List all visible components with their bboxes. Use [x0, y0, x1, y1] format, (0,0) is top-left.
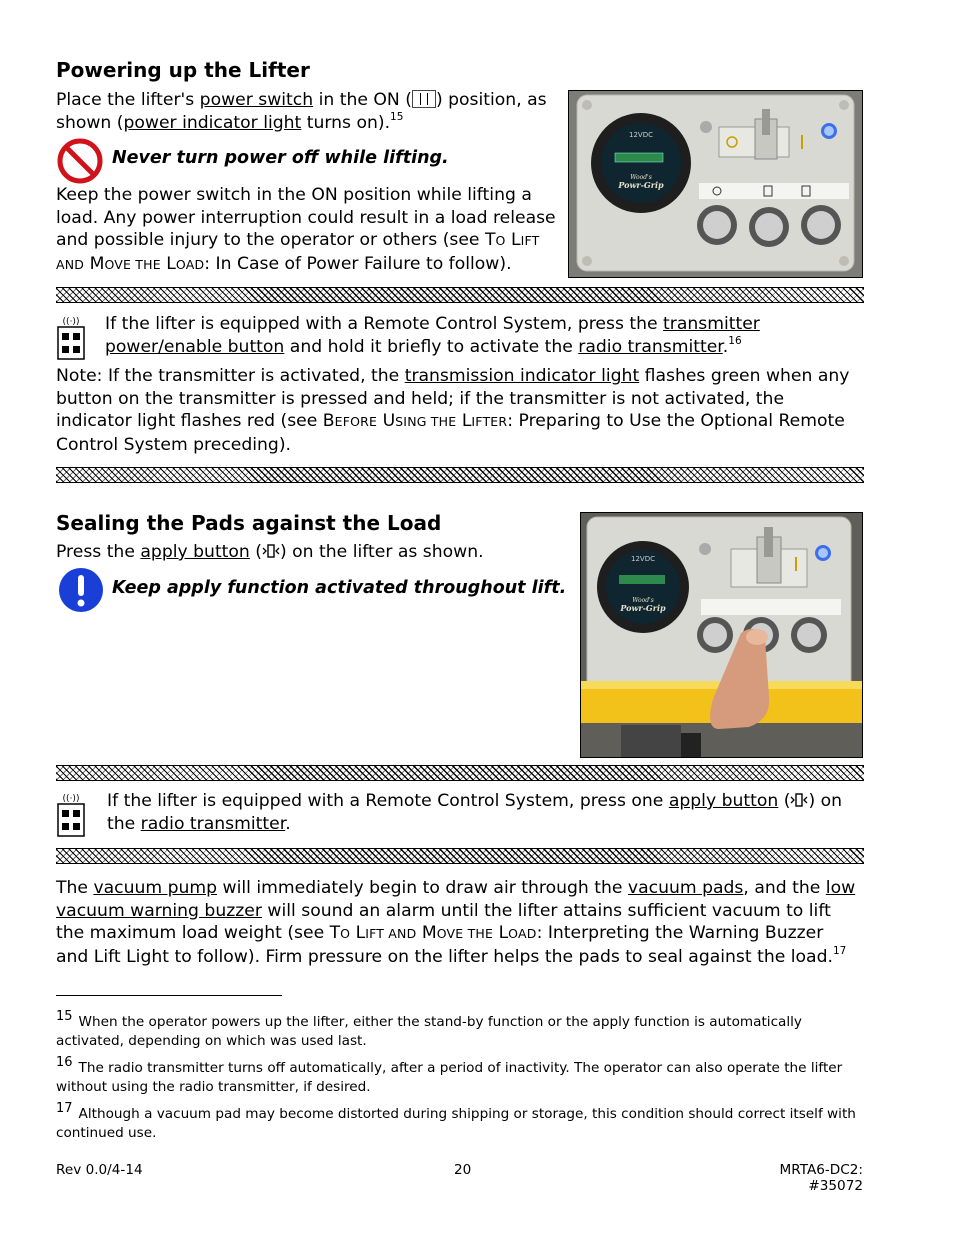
text: M: [89, 254, 105, 275]
power-indicator-light-link[interactable]: power indicator light: [123, 112, 302, 133]
text: If the lifter is equipped with a Remote Control System, press one: [107, 791, 669, 811]
section-heading-powering-up: Powering up the Lifter: [56, 58, 310, 82]
control-panel-illustration: [569, 91, 862, 277]
text: (: [778, 791, 791, 811]
footnote-ref-17[interactable]: 17: [832, 945, 847, 958]
svg-text:((·)): ((·)): [62, 794, 80, 804]
text: : Preparing to Use the Optional Remote Control System preceding).: [56, 411, 845, 456]
section-divider: [56, 467, 864, 483]
text: U: [382, 411, 396, 432]
gauge-voltage-label: 12VDC: [629, 131, 653, 139]
transmission-indicator-link[interactable]: transmission indicator light: [404, 366, 640, 386]
footnote-ref-15[interactable]: 15: [390, 110, 404, 123]
transmitter-note-paragraph: [56, 365, 856, 457]
gauge-voltage-label: 12VDC: [631, 555, 655, 563]
text: OVE THE: [104, 257, 161, 273]
text: IFT AND: [56, 233, 540, 273]
footnote-text: Although a vacuum pad may become distorted during shipping or storage, this condition should correct itself with continued use.: [56, 1106, 856, 1141]
footer-revision: Rev 0.0/4-14: [56, 1162, 143, 1178]
text: L: [510, 230, 521, 251]
text: turns on).: [301, 112, 391, 133]
power-switch-link[interactable]: power switch: [199, 90, 314, 110]
text: The: [56, 878, 94, 898]
footnote-separator: [56, 995, 282, 996]
footnote-text: When the operator powers up the lifter, either the stand-by function or the apply function is automatically activated, depending on which was used last.: [56, 1014, 802, 1049]
vacuum-pump-paragraph: [56, 877, 856, 971]
text: L: [166, 254, 176, 275]
keep-power-paragraph: [56, 184, 564, 277]
remote-control-icon: [56, 790, 86, 838]
text: T: [484, 230, 496, 251]
mandatory-action-icon: [58, 567, 104, 613]
text: ) position, as shown (: [56, 90, 547, 133]
text: If the lifter is equipped with a Remote Control System, press the: [105, 314, 664, 334]
apply-icon: [262, 543, 280, 559]
text: OVE THE: [436, 926, 494, 942]
text: : Interpreting the Warning Buzzer and Lift Light to follow). Firm pressure on the lifter helps the pads to seal against the load.: [56, 923, 833, 968]
text: will immediately begin to draw air through the: [217, 878, 628, 898]
text: ) on the lifter as shown.: [280, 542, 484, 562]
text: T: [329, 923, 341, 944]
text: in the ON (: [313, 90, 412, 110]
apply-button-paragraph: [56, 541, 566, 564]
text: EFORE: [334, 414, 378, 430]
brand-line-2: Powr-Grip: [620, 603, 666, 613]
text: flashes green when any button on the transmitter is pressed and held; if the transmitter is not activated, the indicator light flashes red (see: [56, 366, 850, 432]
text: .: [285, 813, 291, 834]
vacuum-pads-link[interactable]: vacuum pads: [627, 878, 744, 898]
vacuum-pump-link[interactable]: vacuum pump: [93, 878, 218, 898]
footnote-number: 15: [56, 1009, 73, 1024]
on-position-icon: [412, 90, 436, 108]
text: M: [421, 923, 437, 944]
text: IFT AND: [365, 926, 417, 942]
remote-apply-paragraph: [107, 790, 865, 835]
footnote-ref-16[interactable]: 16: [728, 334, 742, 347]
warning-keep-apply: Keep apply function activated throughout lift.: [112, 578, 567, 598]
brand-line-2: Powr-Grip: [618, 180, 664, 190]
text: O: [340, 926, 351, 942]
text: : In Case of Power Failure to follow).: [204, 254, 512, 275]
text: ) on the: [107, 791, 843, 834]
footnote-number: 16: [56, 1055, 73, 1070]
brand-line-1: Wood's: [630, 174, 652, 181]
text: Note: If the transmitter is activated, the: [56, 366, 405, 386]
text: SING THE: [395, 414, 457, 430]
remote-enable-paragraph: [105, 313, 865, 360]
text: OAD: [175, 257, 205, 273]
warning-never-turn-off: Never turn power off while lifting.: [112, 148, 449, 168]
brand-line-1: Wood's: [632, 597, 654, 604]
text: and hold it briefly to activate the: [284, 336, 579, 357]
section-divider: [56, 765, 864, 781]
section-heading-sealing-pads: Sealing the Pads against the Load: [56, 511, 442, 535]
apply-icon: [790, 792, 808, 808]
text: L: [461, 411, 472, 432]
footer-page-number: 20: [454, 1162, 472, 1178]
text: , and the: [743, 878, 826, 898]
control-panel-photo: [568, 90, 863, 278]
text: L: [355, 923, 366, 944]
text: OAD: [508, 926, 537, 942]
section-divider: [56, 848, 864, 864]
radio-transmitter-link[interactable]: radio transmitter: [578, 336, 723, 357]
text: (: [249, 542, 262, 562]
footnote-17: [56, 1101, 856, 1142]
text: Place the lifter's: [56, 90, 200, 110]
power-switch-paragraph: [56, 89, 556, 136]
footnote-15: [56, 1009, 856, 1050]
low-vacuum-buzzer-link[interactable]: low vacuum warning buzzer: [56, 878, 856, 921]
text: Keep the power switch in the ON position while lifting a load. Any power interruption could result in a load release and possible injury to the operator or others (see: [56, 185, 556, 251]
prohibition-icon: [56, 137, 104, 185]
footnote-text: The radio transmitter turns off automatically, after a period of inactivity. The operator can also operate the lifter without using the radio transmitter, if desired.: [56, 1060, 843, 1095]
text: Press the: [56, 542, 141, 562]
footnote-16: [56, 1055, 856, 1096]
apply-button-link[interactable]: apply button: [140, 542, 250, 562]
remote-control-icon: [56, 313, 86, 361]
text: O: [495, 233, 506, 249]
text: B: [322, 411, 335, 432]
section-divider: [56, 287, 864, 303]
apply-button-photo: [580, 512, 863, 758]
transmitter-power-enable-link[interactable]: transmitter power/enable button: [105, 314, 760, 357]
text: will sound an alarm until the lifter attains sufficient vacuum to lift the maximum load weight (see: [56, 900, 831, 944]
text: L: [498, 923, 509, 944]
footer-model-number: MRTA6-DC2: #35072: [779, 1162, 863, 1194]
text: IFTER: [471, 414, 508, 430]
apply-button-link[interactable]: apply button: [668, 791, 779, 811]
footnote-number: 17: [56, 1101, 73, 1116]
text: .: [722, 336, 729, 357]
svg-text:((·)): ((·)): [62, 317, 80, 327]
radio-transmitter-link[interactable]: radio transmitter: [140, 813, 286, 834]
apply-button-illustration: [581, 513, 862, 757]
